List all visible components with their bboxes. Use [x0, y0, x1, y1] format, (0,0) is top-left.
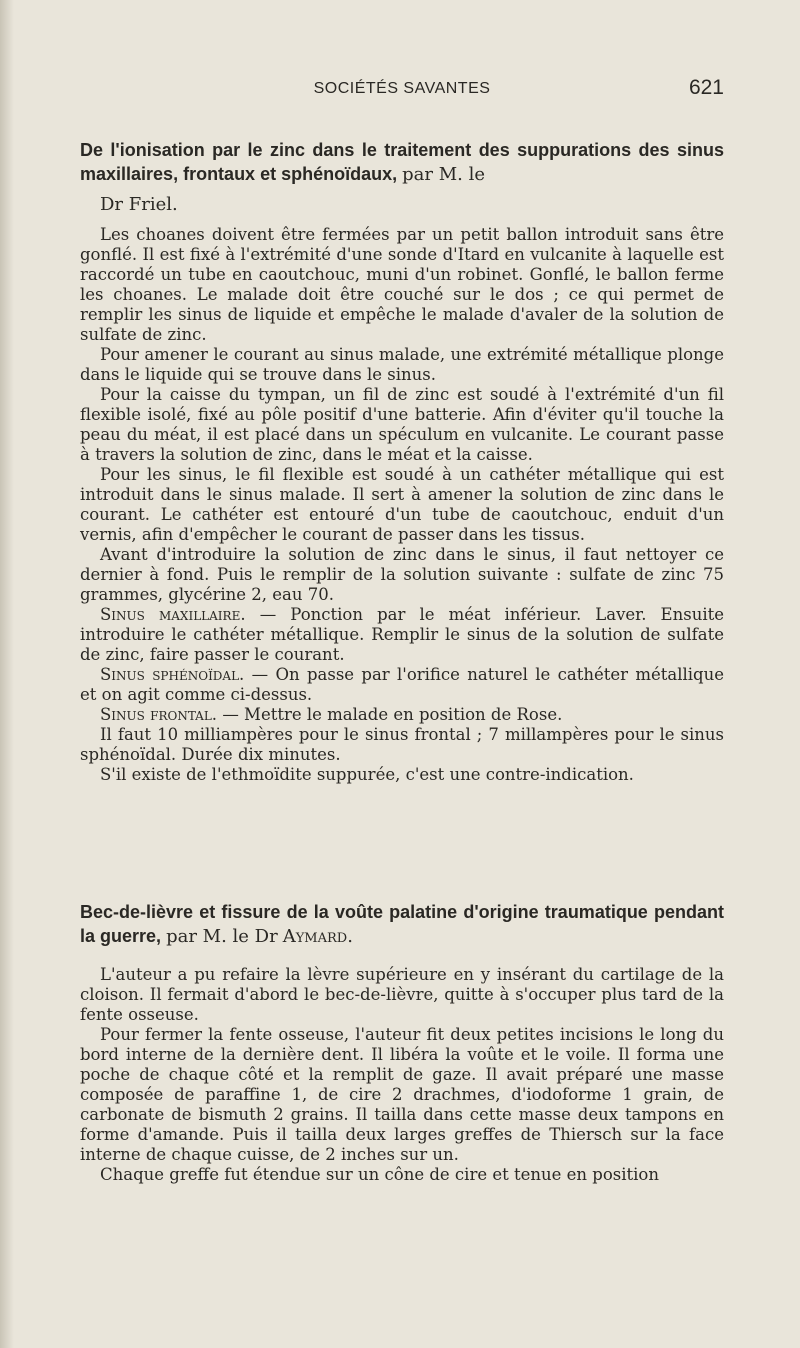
paragraph: Chaque greffe fut étendue sur un cône de cire et tenue en position: [100, 1165, 659, 1184]
page-binding-shadow: [0, 0, 14, 1348]
article-bec-de-lievre: [80, 900, 724, 1185]
article-title-text: De l'ionisation par le zinc dans le traitement des suppurations des sinus maxillaires, frontaux et sphénoïdaux,: [80, 140, 724, 184]
article-title-text: Bec-de-lièvre et fissure de la voûte palatine d'origine traumatique pendant la guerre,: [80, 902, 724, 946]
article-ionisation: [80, 138, 724, 785]
article-author-prefix: par M. le: [402, 164, 485, 185]
paragraph: L'auteur a pu refaire la lèvre supérieure en y insérant du cartilage de la cloison. Il fermait d'abord le bec-de-lièvre, quitte à s'occuper plus tard de la fente osseuse.: [80, 965, 724, 1024]
subheading-sinus-frontal: Sinus frontal.: [100, 705, 218, 724]
paragraph: Pour fermer la fente osseuse, l'auteur fit deux petites incisions le long du bord interne de la dernière dent. Il libéra la voûte et le voile. Il forma une poche de chaque côté et la remplit de gaze. Il avait préparé une masse composée de paraffine 1, de cire 2 drachmes, d'iodoforme 1 grain, de carbonate de bismuth 2 grains. Il tailla dans cette masse deux tampons en forme d'amande. Puis il tailla deux larges greffes de Thiersch sur la face interne de chaque cuisse, de 2 inches sur un.: [80, 1025, 724, 1164]
paragraph: Pour amener le courant au sinus malade, une extrémité métallique plonge dans le liquide qui se trouve dans le sinus.: [80, 345, 724, 384]
running-head: SOCIÉTÉS SAVANTES: [313, 80, 491, 97]
subheading-sinus-sphenoidal: Sinus sphénoïdal.: [100, 665, 245, 684]
page-number: 621: [688, 76, 724, 99]
subheading-sinus-maxillaire: Sinus maxillaire.: [100, 605, 246, 624]
article-author: Aymard.: [282, 926, 353, 947]
paragraph-sinus-maxillaire: [80, 605, 724, 665]
paragraph: Pour les sinus, le fil flexible est soudé à un cathéter métallique qui est introduit dans le sinus malade. Il sert à amener la solution de zinc dans le courant. Le cathéter est entouré d'un tube de caoutchouc, enduit d'un vernis, afin d'empêcher le courant de passer dans les tissus.: [80, 465, 724, 544]
paragraph: Pour la caisse du tympan, un fil de zinc est soudé à l'extrémité d'un fil flexible isolé, fixé au pôle positif d'une batterie. Afin d'éviter qu'il touche la peau du méat, il est placé dans un spéculum en vulcanite. Le courant passe à travers la solution de zinc, dans le méat et la caisse.: [80, 385, 724, 464]
paragraph: Avant d'introduire la solution de zinc dans le sinus, il faut nettoyer ce dernier à fond. Puis le remplir de la solution suivante : sulfate de zinc 75 grammes, glycérine 2, eau 70.: [80, 545, 724, 604]
paragraph-sinus-frontal: [80, 705, 724, 725]
sinus-sphenoidal-text: — On passe par l'orifice naturel le cathéter métallique et on agit comme ci-dessus.: [80, 665, 724, 704]
article-title: [80, 138, 724, 187]
page-header: [80, 76, 724, 106]
paragraph: Il faut 10 milliampères pour le sinus frontal ; 7 millampères pour le sinus sphénoïdal. Durée dix minutes.: [80, 725, 724, 764]
article-author-prefix: par M. le Dr: [166, 926, 278, 947]
paragraph: Les choanes doivent être fermées par un petit ballon introduit sans être gonflé. Il est fixé à l'extrémité d'une sonde d'Itard en vulcanite à laquelle est raccordé un tube en caoutchouc, muni d'un robinet. Gonflé, le ballon ferme les choanes. Le malade doit être couché sur le dos ; ce qui permet de remplir les sinus de liquide et empêche le malade d'avaler de la solution de sulfate de zinc.: [80, 225, 724, 344]
sinus-maxillaire-text: — Ponction par le méat inférieur. Laver. Ensuite introduire le cathéter métallique. Remplir le sinus de la solution de sulfate de zinc, faire passer le courant.: [80, 605, 724, 664]
sinus-frontal-text: — Mettre le malade en position de Rose.: [222, 705, 563, 724]
paragraph: S'il existe de l'ethmoïdite suppurée, c'est une contre-indication.: [100, 765, 634, 784]
paragraph-sinus-sphenoidal: [80, 665, 724, 705]
article-author: Dr Friel.: [100, 194, 178, 215]
article-title: [80, 900, 724, 949]
